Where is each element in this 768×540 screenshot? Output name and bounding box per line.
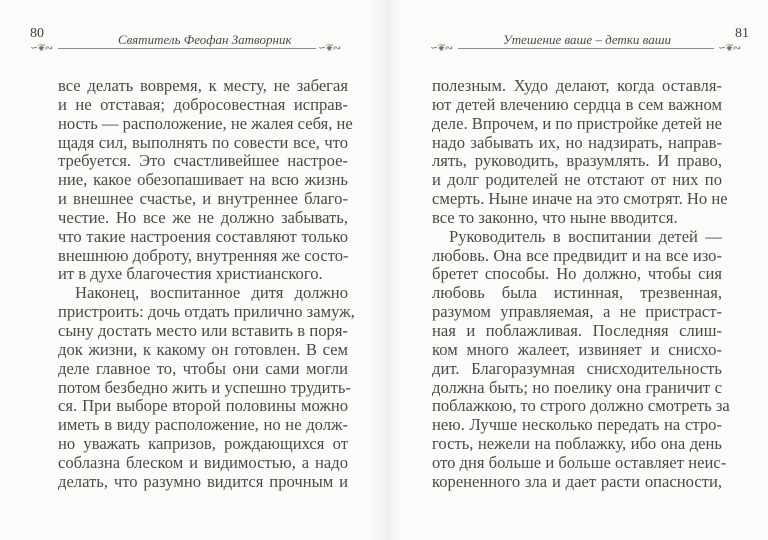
text-line: деле главное то, чтобы они сами могли — [58, 358, 348, 378]
text-line: ность — расположение, не жалея себя, не — [58, 113, 353, 133]
ornament-icon: ∽❦∾ — [318, 43, 341, 54]
text-line: ит в духе благочестия христианского. — [58, 264, 323, 284]
right-page-text — [432, 76, 730, 492]
ornament-icon: ∽❦∾ — [30, 43, 53, 54]
header-rule — [458, 48, 714, 49]
text-line: ком много жалеет, извиняет и снисхо- — [432, 339, 722, 359]
running-head-title: Утешение ваше – детки ваши — [503, 32, 672, 47]
text-line: любовь была истинная, трезвенная, — [432, 283, 722, 303]
text-line: должна быть; но поелику она граничит с — [432, 377, 722, 397]
text-line: что такие настроения составляют только — [58, 226, 348, 246]
text-line: полезным. Худо делают, когда оставля- — [432, 76, 722, 95]
text-line: Руководитель в воспитании детей — — [449, 226, 722, 246]
text-line: корененного зла и дает расти опасности, — [432, 471, 722, 491]
text-line: иметь в виду расположение, но не долж- — [58, 415, 348, 435]
text-line: соблазна блеском и видимостью, а надо — [58, 452, 348, 472]
text-line: честие. Но все же не должно забывать, — [58, 207, 348, 227]
text-line: ние, какое обезопашивает на всю жизнь — [58, 170, 348, 190]
text-line: делать, что разумно видится прочным и — [58, 471, 348, 491]
text-line: дит. Благоразумная снисходительность — [432, 358, 722, 378]
text-line: но уважать капризов, рождающихся от — [58, 434, 348, 454]
text-line: гость, нежели на поблажку, ибо она день — [432, 434, 722, 454]
right-running-head — [0, 26, 768, 58]
text-line: разумом управляемая, а не пристраст- — [432, 302, 722, 322]
left-page-text — [58, 76, 355, 492]
text-line: бретет способы. Но должно, чтобы сия — [432, 264, 722, 284]
text-line: и не отставая; добросовестная исправ- — [58, 94, 348, 114]
page-number-right: 81 — [735, 26, 749, 41]
text-line: щадя сил, выполнять по совести все, что — [58, 132, 348, 152]
text-line: любовь. Она все предвидит и на все изо- — [432, 245, 722, 265]
text-line: деле. Впрочем, и по пристройке детей не — [432, 113, 722, 133]
text-line: сыну достать место или вставить в поря- — [58, 320, 348, 340]
text-line: поблажкою, то строго должно смотреть за — [432, 396, 730, 416]
text-line: надо забывать их, но надзирать, направ- — [432, 132, 722, 152]
text-line: ото дня больше и больше оставляет неис- — [432, 452, 727, 472]
ornament-icon: ∽❦∾ — [718, 43, 741, 54]
text-line: потом безбедно жить и успешно трудить- — [58, 377, 351, 397]
text-line: внешнюю доброту, внутренняя же состо- — [58, 245, 349, 265]
text-line: все то законно, что ныне вводится. — [432, 207, 678, 227]
book-gutter — [372, 0, 402, 540]
running-head-title: Святитель Феофан Затворник — [118, 32, 292, 47]
text-line: и долг родителей не отстают от них по — [432, 170, 722, 190]
text-line: док жизни, к какому он готовлен. В сем — [58, 339, 348, 359]
text-line: требуется. Это счастливейшее настрое- — [58, 151, 348, 171]
text-line: ют детей влечению сердца в сем важном — [432, 94, 722, 114]
text-line: и внешнее счастье, и внутреннее благо- — [58, 189, 348, 209]
text-line: нею. Лучше несколько передать на стро- — [432, 415, 722, 435]
text-line: лять, руководить, вразумлять. И право, — [432, 151, 722, 171]
text-line: ная и поблажливая. Последняя слиш- — [432, 320, 722, 340]
text-line: Наконец, воспитанное дитя должно — [75, 283, 348, 303]
text-line: пристроить: дочь отдать прилично замуж, — [58, 302, 355, 322]
text-line: смерть. Ныне иначе на это смотрят. Но не — [432, 189, 728, 209]
ornament-icon: ∽❦∾ — [430, 43, 453, 54]
text-line: все делать вовремя, к месту, не забегая — [58, 76, 348, 95]
page-number-left: 80 — [30, 26, 44, 41]
text-line: ся. При выборе второй половины можно — [58, 396, 348, 416]
